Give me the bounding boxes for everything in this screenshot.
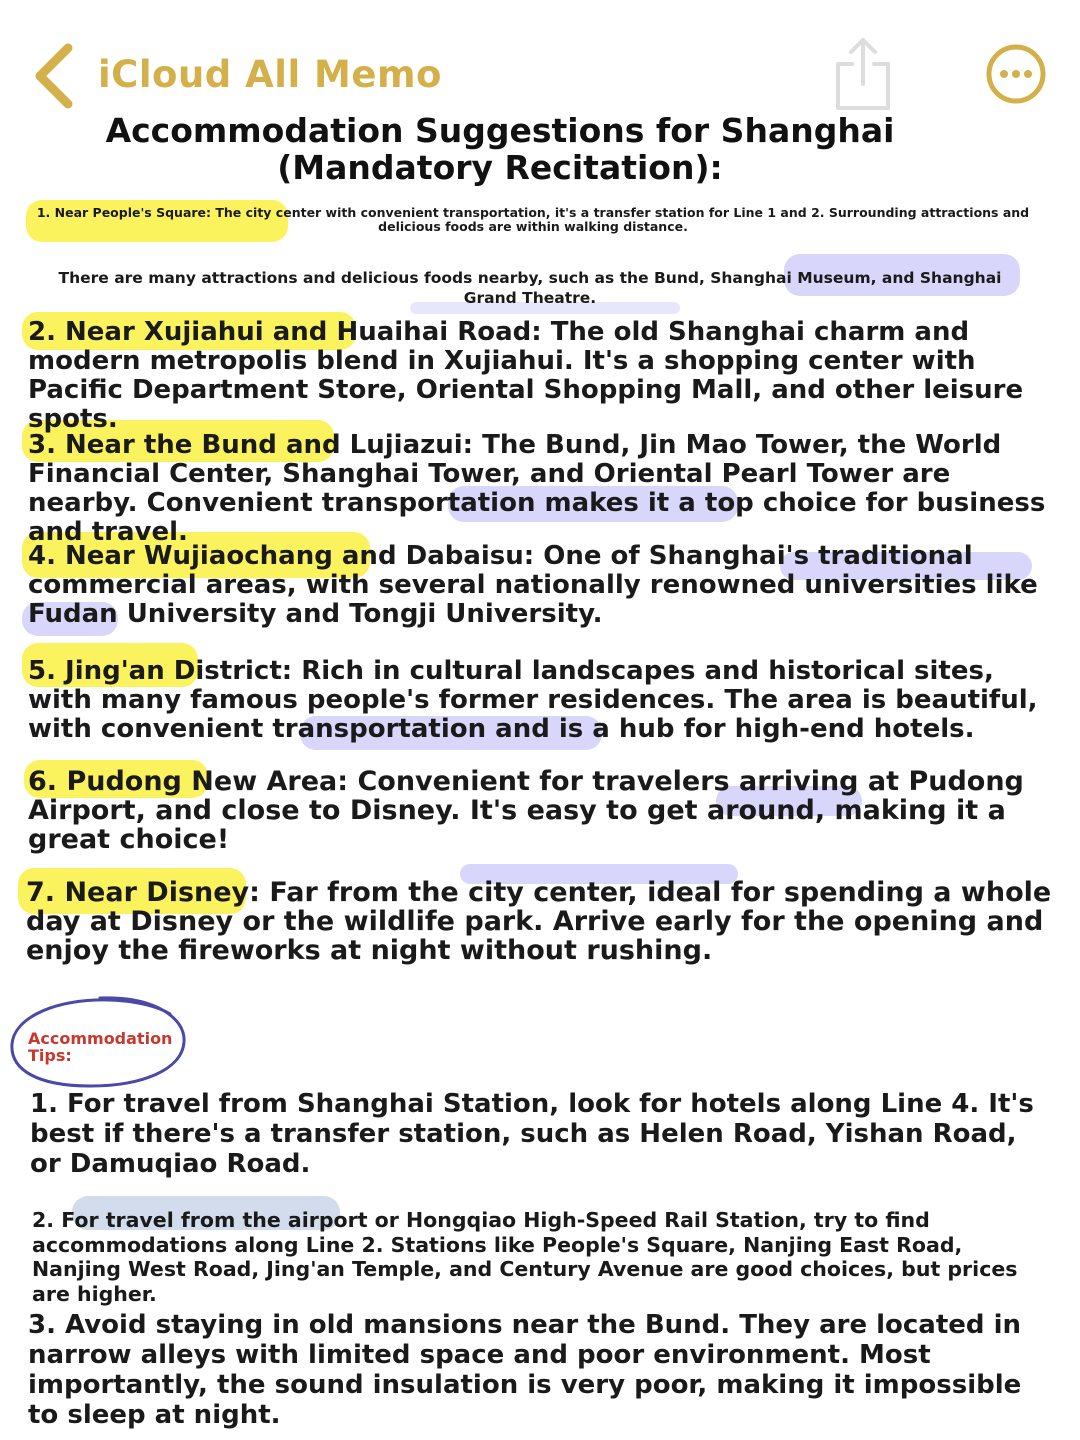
section-jingan: 5. Jing'an District: Rich in cultural landscapes and historical sites, with many famous people's former residences. The area is beautiful, with convenient transportation and is a hub for high-end hotels.: [28, 656, 1038, 744]
share-icon[interactable]: [832, 34, 894, 114]
intro-peoples-square: 1. Near People's Square: The city center with convenient transportation, it's a transfer station for Line 1 and 2. Surrounding attractions and delicious foods are within walking distance.: [36, 205, 1030, 234]
section-wujiaochang: 4. Near Wujiaochang and Dabaisu: One of Shanghai's traditional commercial areas, with several nationally renowned universities like Fudan University and Tongji University.: [28, 541, 1038, 629]
nav-title[interactable]: iCloud All Memo: [98, 53, 442, 96]
tips-label: Accommodation Tips:: [28, 1029, 173, 1065]
tip-airport-hongqiao: 2. For travel from the airport or Hongqiao High-Speed Rail Station, try to find accommodations along Line 2. Stations like People's Square, Nanjing East Road, Nanjing West Road, Jing'an Temple, and Century Avenue are good choices, but prices are higher.: [32, 1208, 1018, 1306]
section-xujiahui: 2. Near Xujiahui and Huaihai Road: The old Shanghai charm and modern metropolis blend in Xujiahui. It's a shopping center with Pacific Department Store, Oriental Shopping Mall, and other leisure spots.: [28, 317, 1024, 434]
section-pudong: 6. Pudong New Area: Convenient for travelers arriving at Pudong Airport, and close to Disney. It's easy to get around, making it a great choice!: [28, 766, 1024, 855]
section-disney: 7. Near Disney: Far from the city center, ideal for spending a whole day at Disney or the wildlife park. Arrive early for the opening and enjoy the fireworks at night without rushing.: [26, 877, 1052, 966]
chevron-left-icon[interactable]: [30, 40, 80, 112]
section-bund: 3. Near the Bund and Lujiazui: The Bund, Jin Mao Tower, the World Financial Center, Shanghai Tower, and Oriental Pearl Tower are nearby. Convenient transportation makes it a top choice for business and travel.: [28, 430, 1046, 547]
page-title: Accommodation Suggestions for Shanghai (Mandatory Recitation):: [105, 111, 895, 187]
more-dots-icon[interactable]: [984, 42, 1048, 106]
intro-attractions: There are many attractions and delicious foods nearby, such as the Bund, Shanghai Museum, and Shanghai Grand Theatre.: [58, 269, 1002, 307]
tip-shanghai-station: 1. For travel from Shanghai Station, look for hotels along Line 4. It's best if there's a transfer station, such as Helen Road, Yishan Road, or Damuqiao Road.: [30, 1089, 1034, 1179]
tip-avoid-old-mansions: 3. Avoid staying in old mansions near the Bund. They are located in narrow alleys with limited space and poor environment. Most importantly, the sound insulation is very poor, making it impossible to sleep at night.: [28, 1310, 1022, 1430]
